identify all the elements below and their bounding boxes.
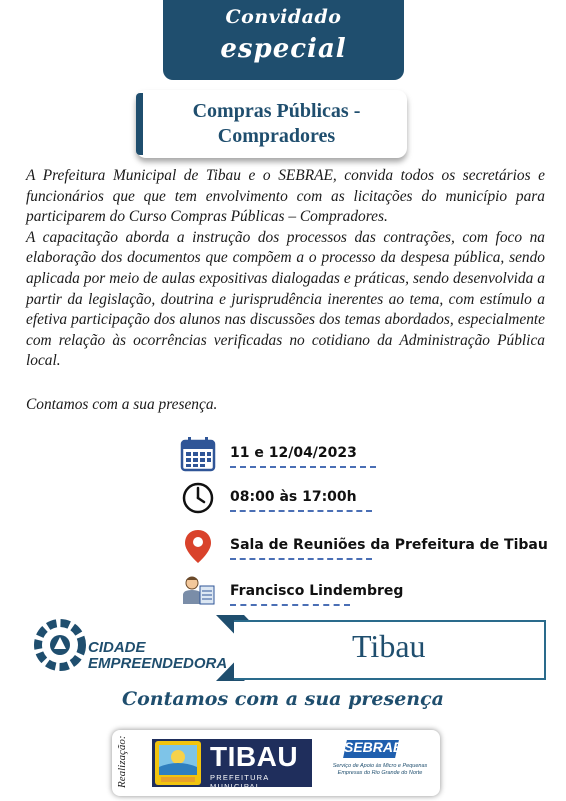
prefeitura-name: TIBAU (210, 741, 299, 772)
course-title-line-2: Compradores (217, 125, 336, 147)
calendar-icon (180, 436, 216, 472)
instructor-icon (180, 574, 216, 610)
location-underline (230, 558, 372, 560)
prefeitura-subtitle: PREFEITURA MUNICIPAL (210, 773, 270, 791)
sebrae-subtitle: Serviço de Apoio às Micro e Pequenas Empresas do Rio Grande do Norte (332, 763, 428, 776)
event-date: 11 e 12/04/2023 (230, 445, 357, 461)
sebrae-name: SEBRAE (344, 739, 403, 755)
footer-closing-text: Contamos com a sua presença (122, 688, 444, 710)
realizacao-label: Realização: (116, 735, 128, 788)
banner-line-1: Convidado (225, 6, 342, 28)
date-underline (230, 466, 376, 468)
card-accent-bar (136, 93, 143, 155)
body-paragraph-2: A capacitação aborda a instrução dos processos das contrações, com foco na elaboração dos documentos que compõem a o processo da despesa pública, sendo aplicada por meio de aulas expositivas dialogadas e práticas, sendo desenvolvida a partir da legislação, doutrina e jurisprudência inerentes ao tema, com estímulo a efetiva participação dos alunos nas discussões dos temas abordados, especialmente com relação às ocorrências verificadas no cotidiano da Administração Pública local. (26, 228, 545, 370)
time-underline (230, 510, 372, 512)
footer-logos (112, 730, 440, 796)
event-location: Sala de Reuniões da Prefeitura de Tibau (230, 537, 548, 553)
invitation-body (26, 166, 545, 372)
course-title-line-1: Compras Públicas - (192, 100, 361, 122)
city-name: Tibau (352, 628, 426, 664)
event-time: 08:00 às 17:00h (230, 489, 357, 505)
map-pin-icon (180, 528, 216, 564)
body-paragraph-1: A Prefeitura Municipal de Tibau e o SEBRAE, convida todos os secretários e funcionários que que tem envolvimento com as licitações do município para participarem do Curso Compras Públicas – Compradores. (26, 167, 545, 226)
instructor-name: Francisco Lindembreg (230, 583, 404, 599)
instructor-underline (230, 604, 350, 606)
cidade-empreendedora-emblem (38, 623, 82, 667)
clock-icon (180, 480, 216, 516)
program-name-line-2: EMPREENDEDORA (88, 655, 228, 672)
invitation-banner (163, 0, 404, 80)
municipal-seal-icon (155, 741, 201, 785)
program-name-line-1: CIDADE (88, 639, 146, 656)
course-title-card (136, 90, 407, 158)
banner-line-2: especial (220, 34, 347, 64)
closing-text: Contamos com a sua presença. (26, 396, 218, 413)
prefeitura-logo (152, 739, 312, 791)
